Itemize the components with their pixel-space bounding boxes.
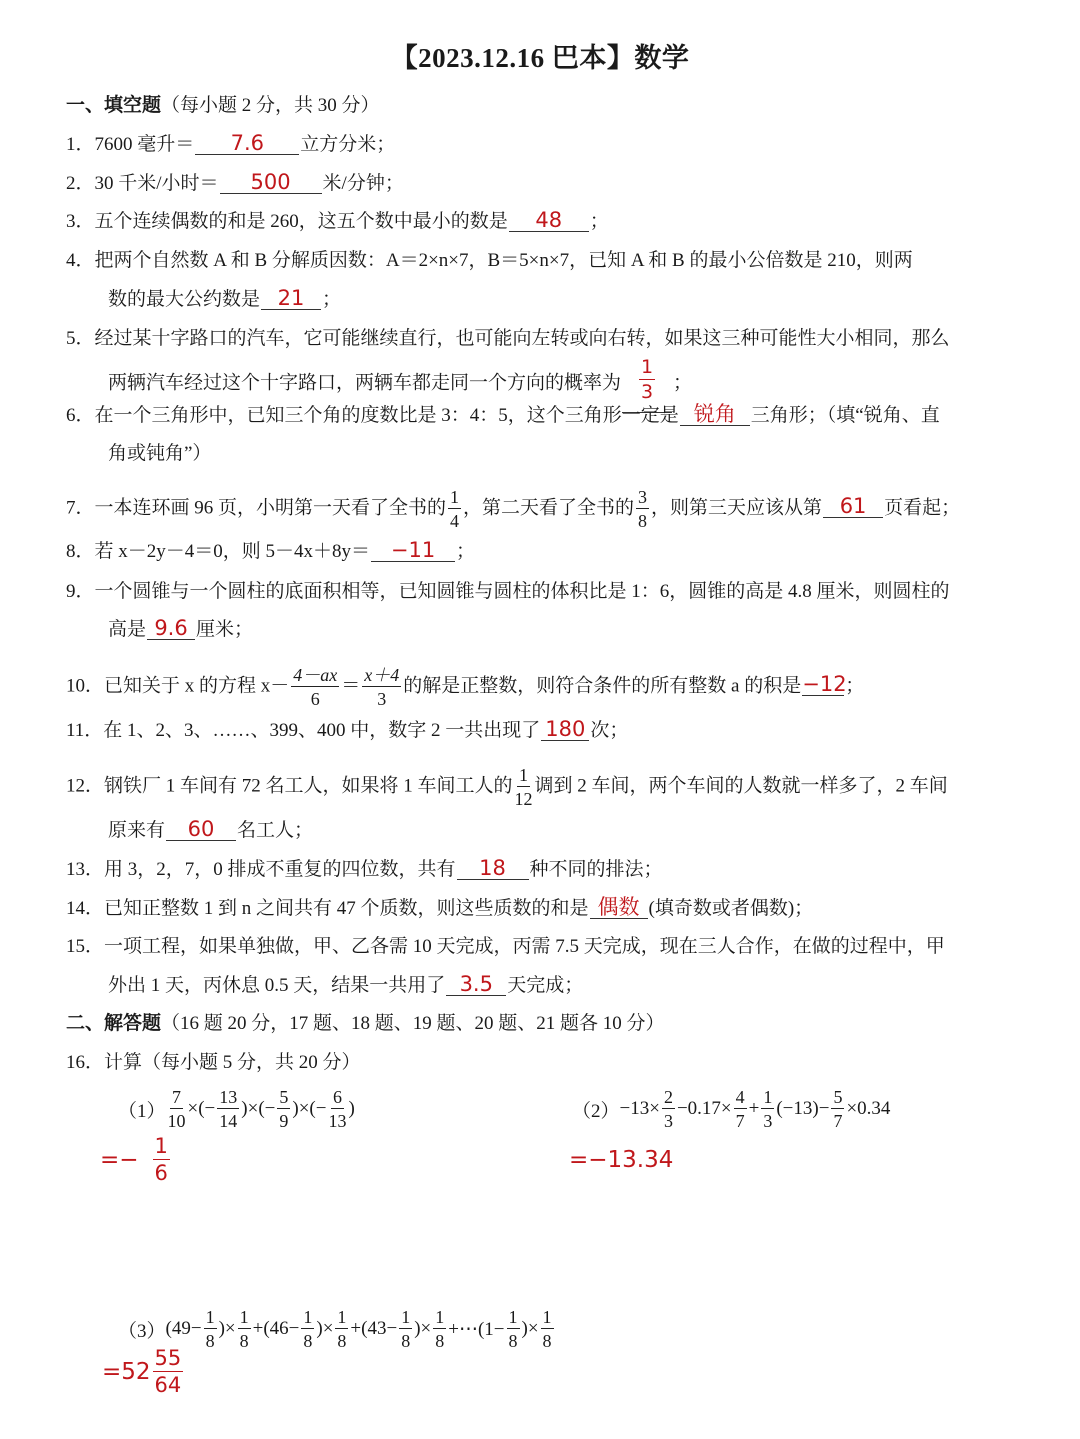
calc-1-expression: （1） $\frac{7}{10}$ ×(− $\frac{13}{14}$ )×(− $\frac{5}{9}$ )×(− $\frac{6}{13}$ ) [118,1087,355,1131]
answer-whole: =52 [102,1359,151,1385]
question-text: ，则第三天应该从第 [651,497,823,519]
fraction-numerator: 3 [638,487,648,507]
question-16 [66,1049,361,1077]
answer-prefix: =− [100,1147,139,1173]
question-text: ； [673,372,693,394]
question-text: 的解是正整数，则符合条件的所有整数 a 的积是 [403,675,802,697]
question-2 [66,170,404,198]
question-9-cont [108,616,253,644]
question-4 [66,247,913,275]
calc-1-answer [100,1136,172,1184]
fraction-denominator: 4 [450,511,460,531]
question-5-cont [108,356,693,407]
answer-blank: 61 [823,495,883,518]
question-6-cont [108,440,211,468]
question-text: 角或钝角”） [108,443,212,464]
question-14 [66,895,813,923]
question-number: 10． [66,675,105,697]
question-number: 11． [66,720,104,741]
question-12-cont [108,817,313,845]
page-title: 【2023.12.16 巴本】数学 [390,43,690,73]
question-13 [66,856,663,884]
calc-3-expression: （3） (49− $\frac{1}{8}$ )× $\frac{1}{8}$ +(46− $\frac{1}{8}$ )× $\frac{1}{8}$ +(43− $\frac{1}{8}$ )× $\frac{1}{8}$ +⋯(1− $\frac{1}{8}$ )× $\frac{1}{8}$ [118,1307,552,1351]
question-text: 米/分钟； [322,173,404,194]
question-text: 一本连环画 96 页，小明第一天看了全书的 [94,497,447,519]
calc-label: （3） [118,1320,166,1342]
answer-blank: 60 [166,818,236,841]
question-text: 调到 2 车间，两个车间的人数就一样多了，2 车间 [534,775,948,797]
question-6 [66,402,940,430]
fraction-numerator: x＋4 [364,665,400,685]
answer-blank: 500 [220,171,322,194]
section-note: （16 题 20 分，17 题、18 题、19 题、20 题、21 题各 10 分） [161,1013,665,1034]
question-9 [66,578,950,606]
answer-blank: 9.6 [147,617,195,640]
fraction-denominator: 6 [310,689,320,709]
question-text: (填奇数或者偶数)； [648,898,814,919]
question-text: 一项工程，如果单独做，甲、乙各需 10 天完成，丙需 7.5 天完成，现在三人合作，在做的过程中，甲 [104,936,945,957]
question-text: 天完成； [507,975,584,996]
question-text: 页看起； [884,497,961,519]
question-text: ； [589,211,609,232]
question-number: 1． [66,134,95,155]
answer-blank: 7.6 [195,132,299,155]
section-note: （每小题 2 分，共 30 分） [161,95,380,116]
calc-label: （2） [572,1100,620,1122]
question-12 [66,766,948,808]
question-text: ； [322,289,342,310]
fraction-numerator: 55 [154,1346,182,1370]
section-solve [66,1010,665,1038]
question-text: 三角形；（填“锐角、直 [750,405,940,426]
answer-blank: −11 [371,539,455,562]
question-text: 把两个自然数 A 和 B 分解质因数：A＝2×n×7，B＝5×n×7，已知 A 和 B 的最小公倍数是 210，则两 [94,250,913,271]
calc-label: （1） [118,1100,166,1122]
calc-3-answer [102,1348,185,1396]
answer-blank: 锐角 [680,403,750,426]
question-text: 30 千米/小时＝ [94,173,219,194]
fraction-numerator: 1 [519,765,529,785]
question-text: 计算（每小题 5 分，共 20 分） [104,1052,361,1073]
fraction-denominator: 12 [514,789,533,809]
calc-2-expression: （2） −13× $\frac{2}{3}$ −0.17× $\frac{4}{7}$ + $\frac{1}{3}$ (−13)− $\frac{5}{7}$ ×0.34 [572,1087,891,1131]
fraction [448,488,461,530]
fraction [291,666,339,708]
question-number: 2． [66,173,95,194]
question-number: 9． [66,581,95,602]
question-text: 高是 [108,619,147,640]
question-text: 种不同的排法； [529,859,663,880]
question-text: 已知正整数 1 到 n 之间共有 47 个质数，则这些质数的和是 [104,898,589,919]
answer-blank: 3.5 [446,973,506,996]
fraction [515,766,533,808]
question-text: 已知关于 x 的方程 x－ [104,675,290,697]
section-fill-in-blank [66,92,380,120]
question-text: 次； [590,720,629,741]
fraction [362,666,401,708]
question-text: 名工人； [237,820,314,841]
fraction-numerator: 1 [450,487,460,507]
question-number: 15． [66,936,105,957]
question-number: 8． [66,541,95,562]
question-text: 两辆汽车经过这个十字路口，两辆车都走同一个方向的概率为 [108,372,622,394]
fraction-numerator: 1 [640,356,654,378]
fraction-denominator: 8 [638,511,648,531]
question-text: 在 1、2、3、……、399、400 中，数字 2 一共出现了 [103,720,541,741]
question-text: 用 3，2，7，0 排成不重复的四位数，共有 [104,859,456,880]
fraction-denominator: 64 [154,1373,182,1397]
question-11 [66,717,628,745]
question-number: 16． [66,1052,105,1073]
question-text: 外出 1 天，丙休息 0.5 天，结果一共用了 [108,975,446,996]
fraction-denominator: 3 [640,381,654,403]
question-text: 7600 毫升＝ [94,134,195,155]
fraction-numerator: 1 [154,1134,168,1158]
question-4-cont [108,286,341,314]
question-number: 6． [66,405,95,426]
question-text: 厘米； [196,619,254,640]
fraction-denominator: 3 [377,689,387,709]
question-text: 数的最大公约数是 [108,289,261,310]
question-number: 7． [66,497,95,519]
question-text: 钢铁厂 1 车间有 72 名工人，如果将 1 车间工人的 [104,775,513,797]
question-3 [66,208,609,236]
answer-blank: 48 [509,209,589,232]
question-1 [66,131,395,159]
question-10 [66,666,864,708]
question-text: 立方分米； [300,134,396,155]
question-number: 12． [66,775,105,797]
question-text: 若 x－2y－4＝0，则 5－4x＋8y＝ [94,541,371,562]
question-15-cont [108,972,583,1000]
fraction [636,488,649,530]
calc-2-answer: =−13.34 [569,1147,674,1173]
question-number: 13． [66,859,105,880]
answer-blank: 偶数 [590,896,648,919]
section-label: 一、填空题 [66,95,162,116]
question-5 [66,325,950,353]
answer-blank: 21 [261,287,321,310]
question-text: ； [845,675,865,697]
question-8 [66,538,475,566]
question-text: ，第二天看了全书的 [463,497,635,519]
section-label: 二、解答题 [66,1013,162,1034]
question-number: 3． [66,211,95,232]
answer-blank: −12 [802,672,847,697]
question-number: 4． [66,250,95,271]
fraction-denominator: 6 [154,1161,168,1185]
answer-blank: 180 [541,718,589,741]
question-text: 在一个三角形中，已知三个角的度数比是 3：4：5，这个三角形一定是 [94,405,679,426]
question-7 [66,488,960,530]
answer-blank: 18 [457,857,529,880]
question-text: ； [456,541,476,562]
question-text: 经过某十字路口的汽车，它可能继续直行，也可能向左转或向右转，如果这三种可能性大小相同，那么 [94,328,950,349]
question-15 [66,933,945,961]
fraction-numerator: 4－ax [293,665,338,685]
question-text: 五个连续偶数的和是 260，这五个数中最小的数是 [94,211,508,232]
equals-sign: ＝ [341,675,361,697]
question-text: 一个圆锥与一个圆柱的底面积相等，已知圆锥与圆柱的体积比是 1：6，圆锥的高是 4.8 厘米，则圆柱的 [94,581,950,602]
question-number: 14． [66,898,105,919]
question-text: 原来有 [108,820,166,841]
question-number: 5． [66,328,95,349]
